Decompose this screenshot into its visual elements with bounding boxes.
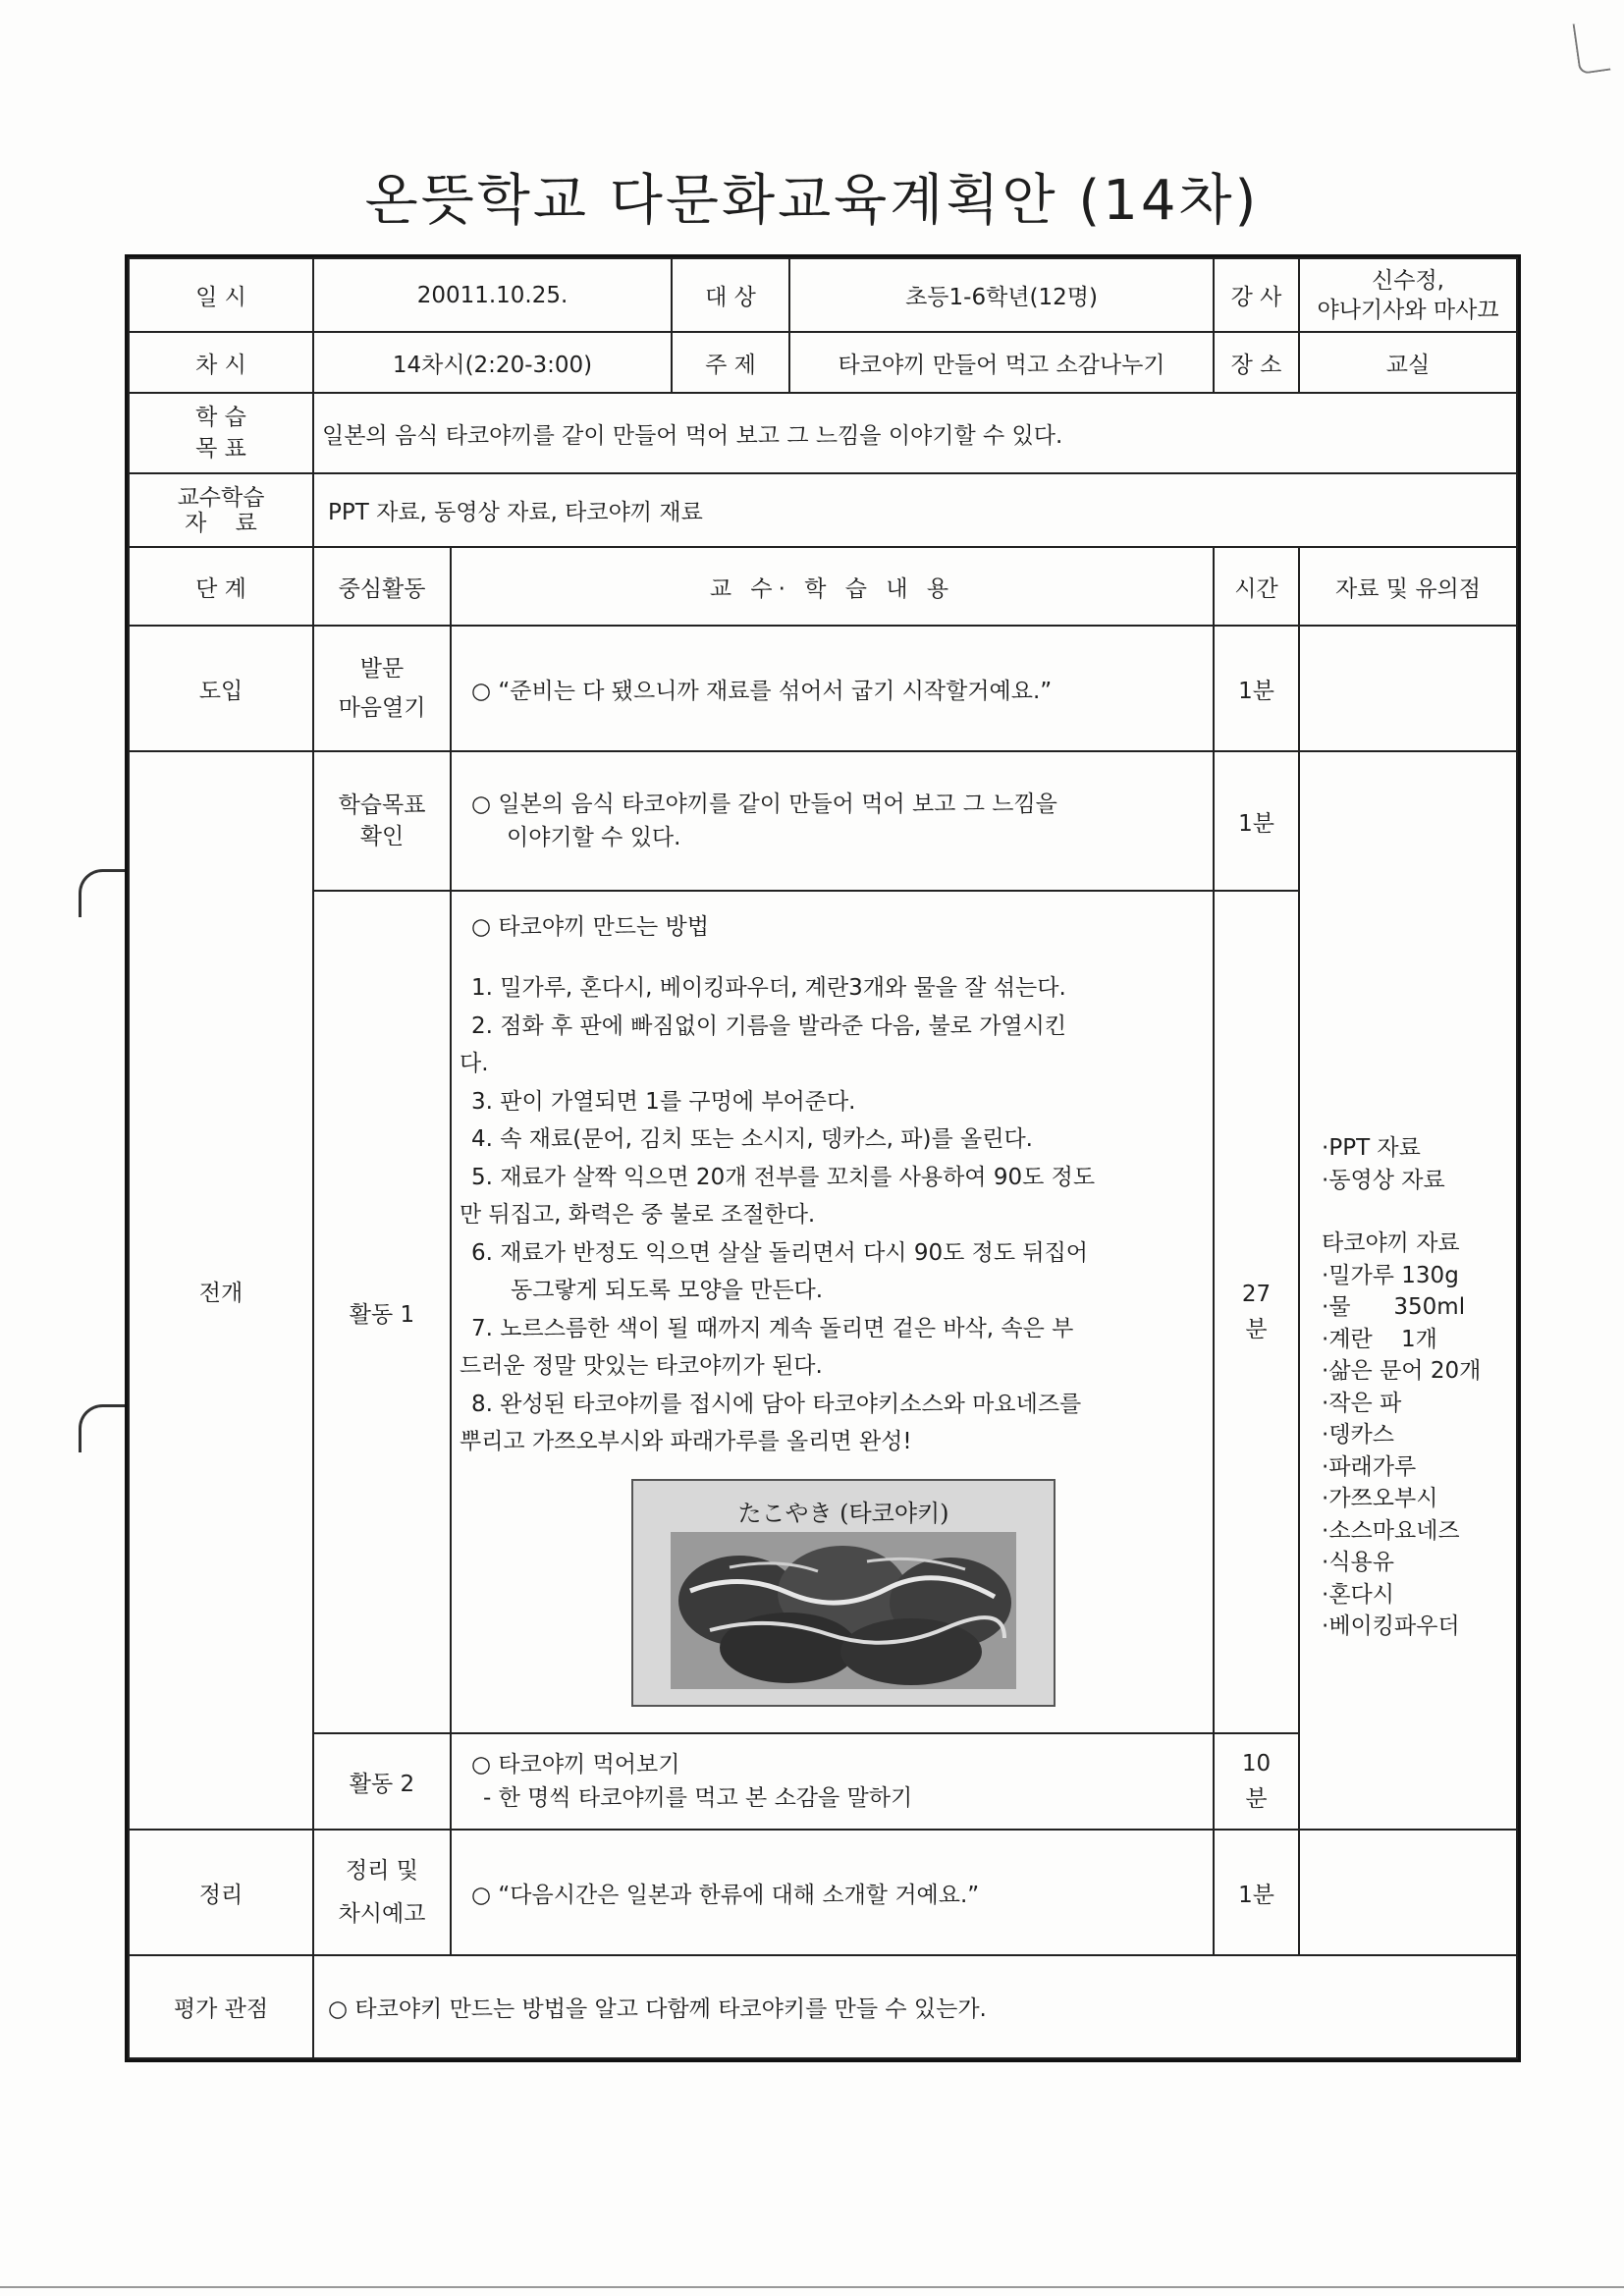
activity1-name: 활동 1 — [313, 891, 451, 1733]
header-row-goal — [129, 393, 1517, 473]
column-header-row — [129, 547, 1517, 626]
wrapup-stage: 정리 — [129, 1830, 313, 1955]
wrapup-activity — [313, 1830, 451, 1955]
resource-item: ·베이킹파우더 — [1322, 1613, 1460, 1640]
activity1-step: 만 뒤집고, 화력은 중 불로 조절한다. — [460, 1202, 816, 1228]
goal-check-time: 1분 — [1214, 751, 1299, 891]
takoyaki-photo — [631, 1479, 1056, 1707]
material-value: PPT 자료, 동영상 자료, 타코야끼 재료 — [313, 473, 1517, 547]
goal-check-activity-line-2: 확인 — [359, 824, 405, 849]
intro-notes — [1299, 626, 1517, 751]
activity1-step: 3. 판이 가열되면 1를 구멍에 부어준다. — [471, 1088, 856, 1115]
col-stage: 단 계 — [129, 547, 313, 626]
activity1-steps — [460, 969, 1205, 1461]
resource-item: ·삶은 문어 20개 — [1322, 1358, 1482, 1385]
lesson-plan-table — [128, 257, 1518, 2059]
intro-activity-line-1: 발문 — [359, 656, 405, 682]
wrapup-row — [129, 1830, 1517, 1955]
activity1-heading: ○ 타코야끼 만드는 방법 — [471, 913, 709, 940]
topic-value: 타코야끼 만들어 먹고 소감나누기 — [789, 332, 1214, 393]
wrapup-notes — [1299, 1830, 1517, 1955]
resource-item: ·가쯔오부시 — [1322, 1486, 1438, 1512]
evaluation-row — [129, 1955, 1517, 2058]
col-time: 시간 — [1214, 547, 1299, 626]
resource-item: ·밀가루 130g — [1322, 1262, 1459, 1288]
header-row-date — [129, 258, 1517, 332]
takoyaki-image-icon — [671, 1532, 1016, 1689]
photo-caption: たこやき (타코야키) — [737, 1499, 949, 1527]
goal-check-line-2: 이야기할 수 있다. — [507, 825, 681, 850]
instructor-value — [1299, 258, 1517, 332]
goal-check-activity-line-1: 학습목표 — [338, 793, 426, 818]
header-row-session — [129, 332, 1517, 393]
corner-mark — [1573, 20, 1611, 75]
col-content: 교 수· 학 습 내 용 — [451, 547, 1214, 626]
activity1-step: 8. 완성된 타코야끼를 접시에 담아 타코야키소스와 마요네즈를 — [471, 1391, 1082, 1417]
activity1-step: 2. 점화 후 판에 빠짐없이 기름을 발라준 다음, 불로 가열시킨 — [471, 1012, 1067, 1039]
resource-item: ·파래가루 — [1322, 1453, 1417, 1480]
resource-item — [1308, 1196, 1508, 1228]
session-label: 차 시 — [129, 332, 313, 393]
resource-item: 타코야끼 자료 — [1322, 1230, 1460, 1257]
instructor-name-2: 야나기사와 마사끄 — [1317, 297, 1499, 323]
goal-check-activity — [313, 751, 451, 891]
col-activity: 중심활동 — [313, 547, 451, 626]
activity1-step: 4. 속 재료(문어, 김치 또는 소시지, 뎅카스, 파)를 올린다. — [471, 1126, 1033, 1152]
activity1-step: 드러운 정말 맛있는 타코야끼가 된다. — [460, 1353, 823, 1379]
material-label-line-2: 자 료 — [185, 510, 257, 536]
activity1-step: 7. 노르스름한 색이 될 때까지 계속 돌리면 겉은 바삭, 속은 부 — [471, 1315, 1074, 1341]
activity1-time-unit: 분 — [1245, 1317, 1268, 1342]
activity1-step: 6. 재료가 반정도 익으면 살살 돌리면서 다시 90도 정도 뒤집어 — [471, 1239, 1089, 1266]
intro-activity-line-2: 마음열기 — [338, 695, 426, 721]
binder-hole-top — [79, 869, 127, 917]
wrapup-activity-line-1: 정리 및 — [346, 1858, 418, 1884]
goal-value: 일본의 음식 타코야끼를 같이 만들어 먹어 보고 그 느낌을 이야기할 수 있다. — [313, 393, 1517, 473]
resource-item: ·뎅카스 — [1322, 1422, 1394, 1449]
activity2-name: 활동 2 — [313, 1733, 451, 1830]
activity1-step: 동그랗게 되도록 모양을 만든다. — [511, 1278, 824, 1303]
target-value: 초등1-6학년(12명) — [789, 258, 1214, 332]
resource-item: ·작은 파 — [1322, 1390, 1402, 1416]
activity2-time-value: 10 — [1241, 1751, 1272, 1777]
activity1-step: 5. 재료가 살짝 익으면 20개 전부를 꼬치를 사용하여 90도 정도 — [471, 1164, 1096, 1190]
resource-item: ·PPT 자료 — [1322, 1135, 1421, 1162]
resource-item: ·물 350ml — [1322, 1294, 1466, 1321]
instructor-label: 강 사 — [1214, 258, 1299, 332]
wrapup-activity-line-2: 차시예고 — [338, 1901, 426, 1927]
target-label: 대 상 — [672, 258, 789, 332]
topic-label: 주 제 — [672, 332, 789, 393]
goal-label-line-1: 학 습 — [195, 405, 246, 430]
material-label-line-1: 교수학습 — [177, 484, 265, 511]
activity2-line-1: ○ 타코야끼 먹어보기 — [471, 1752, 680, 1777]
resource-list — [1308, 1132, 1508, 1643]
goal-label — [129, 393, 313, 473]
wrapup-time: 1분 — [1214, 1830, 1299, 1955]
session-value: 14차시(2:20-3:00) — [313, 332, 672, 393]
activity2-time — [1214, 1733, 1299, 1830]
resource-item: ·식용유 — [1322, 1550, 1394, 1576]
instructor-name-1: 신수정, — [1372, 267, 1444, 294]
col-notes: 자료 및 유의점 — [1299, 547, 1517, 626]
intro-content: ○ “준비는 다 됐으니까 재료를 섞어서 굽기 시작할거예요.” — [451, 626, 1214, 751]
material-label — [129, 473, 313, 547]
activity2-time-unit: 분 — [1245, 1786, 1268, 1812]
activity1-time — [1214, 891, 1299, 1733]
header-row-materials — [129, 473, 1517, 547]
wrapup-content: ○ “다음시간은 일본과 한류에 대해 소개할 거예요.” — [451, 1830, 1214, 1955]
resource-item: ·동영상 자료 — [1322, 1167, 1445, 1193]
binder-hole-bottom — [79, 1404, 127, 1452]
evaluation-label: 평가 관점 — [129, 1955, 313, 2058]
development-resources — [1299, 751, 1517, 1830]
evaluation-content: ○ 타코야키 만드는 방법을 알고 다함께 타코야키를 만들 수 있는가. — [313, 1955, 1517, 2058]
intro-row — [129, 626, 1517, 751]
activity1-step: 다. — [460, 1051, 489, 1076]
development-stage: 전개 — [129, 751, 313, 1830]
goal-check-row — [129, 751, 1517, 891]
activity2-content — [451, 1733, 1214, 1830]
activity2-line-2: - 한 명씩 타코야끼를 먹고 본 소감을 말하기 — [483, 1785, 913, 1811]
activity1-step: 1. 밀가루, 혼다시, 베이킹파우더, 계란3개와 물을 잘 섞는다. — [471, 975, 1066, 1001]
page-title: 온뜻학교 다문화교육계획안 (14차) — [364, 169, 1260, 233]
date-label: 일 시 — [129, 258, 313, 332]
date-value: 20011.10.25. — [313, 258, 672, 332]
goal-check-content — [451, 751, 1214, 891]
place-value: 교실 — [1299, 332, 1517, 393]
activity1-content — [451, 891, 1214, 1733]
goal-check-line-1: ○ 일본의 음식 타코야끼를 같이 만들어 먹어 보고 그 느낌을 — [471, 792, 1057, 817]
resource-item: ·혼다시 — [1322, 1581, 1394, 1608]
goal-label-line-2: 목 표 — [195, 436, 246, 462]
resource-item: ·소스마요네즈 — [1322, 1517, 1460, 1544]
place-label: 장 소 — [1214, 332, 1299, 393]
intro-time: 1분 — [1214, 626, 1299, 751]
intro-activity — [313, 626, 451, 751]
resource-item: ·계란 1개 — [1322, 1326, 1437, 1352]
activity1-step: 뿌리고 가쯔오부시와 파래가루를 올리면 완성! — [460, 1429, 912, 1454]
activity1-time-value: 27 — [1241, 1282, 1272, 1307]
page-bottom-edge — [0, 2286, 1624, 2288]
intro-stage: 도입 — [129, 626, 313, 751]
